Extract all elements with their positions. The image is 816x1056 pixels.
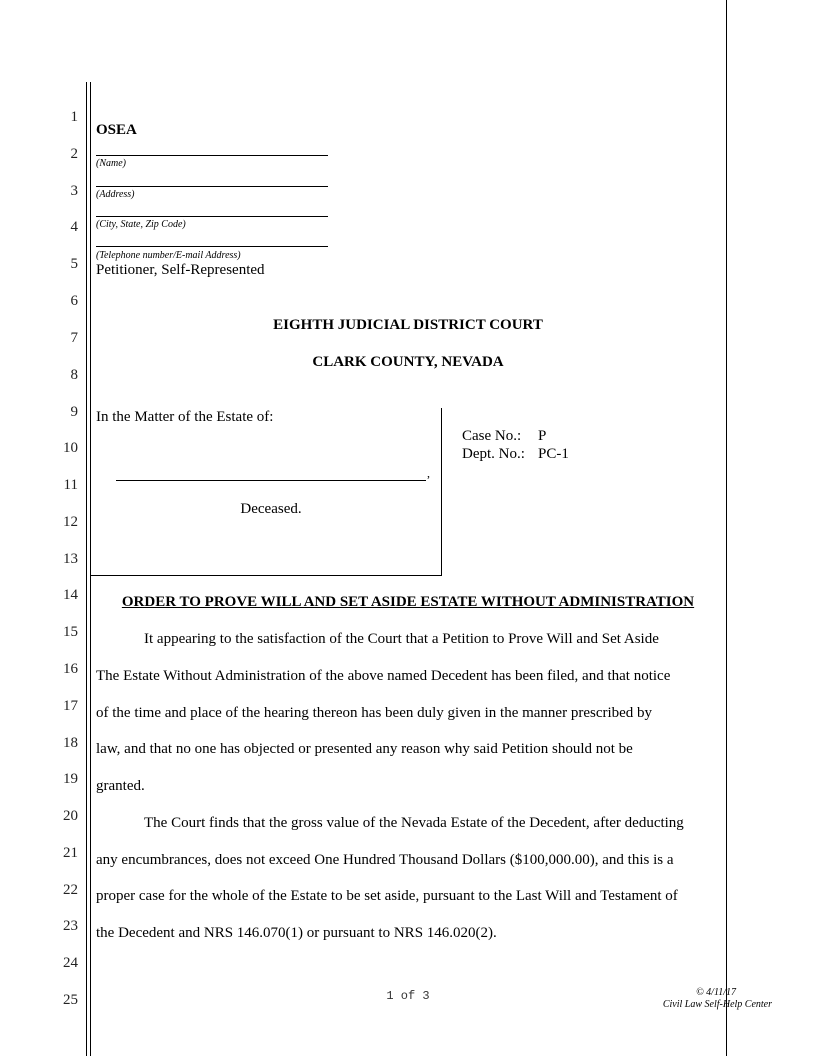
line-number: 9 [70, 404, 78, 420]
body-line-6: The Court finds that the gross value of the Nevada Estate of the Decedent, after deducting [144, 815, 684, 831]
body-line-2: The Estate Without Administration of the above named Decedent has been filed, and that notice [96, 668, 671, 684]
party-designation: Petitioner, Self-Represented [96, 262, 265, 278]
court-name: EIGHTH JUDICIAL DISTRICT COURT [273, 317, 543, 333]
line-number: 22 [63, 882, 78, 898]
line-number: 7 [70, 330, 78, 346]
copyright-date: © 4/11/17 [696, 987, 736, 998]
phone-label: (Telephone number/E-mail Address) [96, 250, 241, 261]
line-number: 2 [70, 146, 78, 162]
left-margin-line-inner [90, 82, 91, 1056]
line-number: 17 [63, 698, 78, 714]
line-number: 23 [63, 918, 78, 934]
line-number: 12 [63, 514, 78, 530]
right-margin-line [726, 0, 727, 1056]
deceased-label: Deceased. [240, 501, 302, 517]
line-number: 8 [70, 367, 78, 383]
line-number: 10 [63, 440, 78, 456]
dept-number-value: PC-1 [538, 446, 569, 462]
body-line-7: any encumbrances, does not exceed One Hundred Thousand Dollars ($100,000.00), and this is a [96, 852, 674, 868]
help-center-name: Civil Law Self-Help Center [662, 999, 772, 1010]
case-number-value: P [538, 428, 547, 444]
line-number: 4 [70, 219, 78, 235]
body-line-4: law, and that no one has objected or presented any reason why said Petition should not be [96, 741, 633, 757]
body-line-9: the Decedent and NRS 146.070(1) or pursuant to NRS 146.020(2). [96, 925, 497, 941]
name-label: (Name) [96, 158, 126, 169]
name-value: OSEA [96, 122, 137, 138]
decedent-name-line [116, 480, 426, 481]
body-line-5: granted. [96, 778, 145, 794]
line-number: 5 [70, 256, 78, 272]
page-number: 1 of 3 [386, 989, 430, 1003]
body-line-8: proper case for the whole of the Estate to be set aside, pursuant to the Last Will and Testament of [96, 888, 678, 904]
line-number: 6 [70, 293, 78, 309]
address-label: (Address) [96, 189, 135, 200]
caption-bottom-line [91, 575, 442, 576]
line-number: 15 [63, 624, 78, 640]
city-label: (City, State, Zip Code) [96, 219, 186, 230]
body-line-1: It appearing to the satisfaction of the Court that a Petition to Prove Will and Set Aside [144, 631, 659, 647]
order-title: ORDER TO PROVE WILL AND SET ASIDE ESTATE WITHOUT ADMINISTRATION [121, 594, 695, 610]
decedent-comma: , [427, 466, 430, 480]
city-underline [96, 216, 328, 217]
phone-underline [96, 246, 328, 247]
left-margin-line-outer [86, 82, 87, 1056]
estate-matter-text: In the Matter of the Estate of: [96, 409, 274, 425]
line-number: 25 [63, 992, 78, 1008]
body-line-3: of the time and place of the hearing thereon has been duly given in the manner prescribed by [96, 705, 653, 721]
line-number: 16 [63, 661, 78, 677]
case-number-label: Case No.: [462, 428, 522, 444]
line-number: 19 [63, 771, 78, 787]
line-number: 3 [70, 183, 78, 199]
line-number: 20 [63, 808, 78, 824]
line-number: 24 [63, 955, 78, 971]
caption-divider [441, 408, 442, 576]
dept-number-label: Dept. No.: [462, 446, 525, 462]
line-number: 13 [63, 551, 78, 567]
address-underline [96, 186, 328, 187]
name-underline [96, 155, 328, 156]
line-number: 1 [70, 109, 78, 125]
line-number: 21 [63, 845, 78, 861]
court-county: CLARK COUNTY, NEVADA [312, 354, 504, 370]
line-number: 14 [63, 587, 78, 603]
line-number: 18 [63, 735, 78, 751]
line-number: 11 [63, 477, 78, 493]
